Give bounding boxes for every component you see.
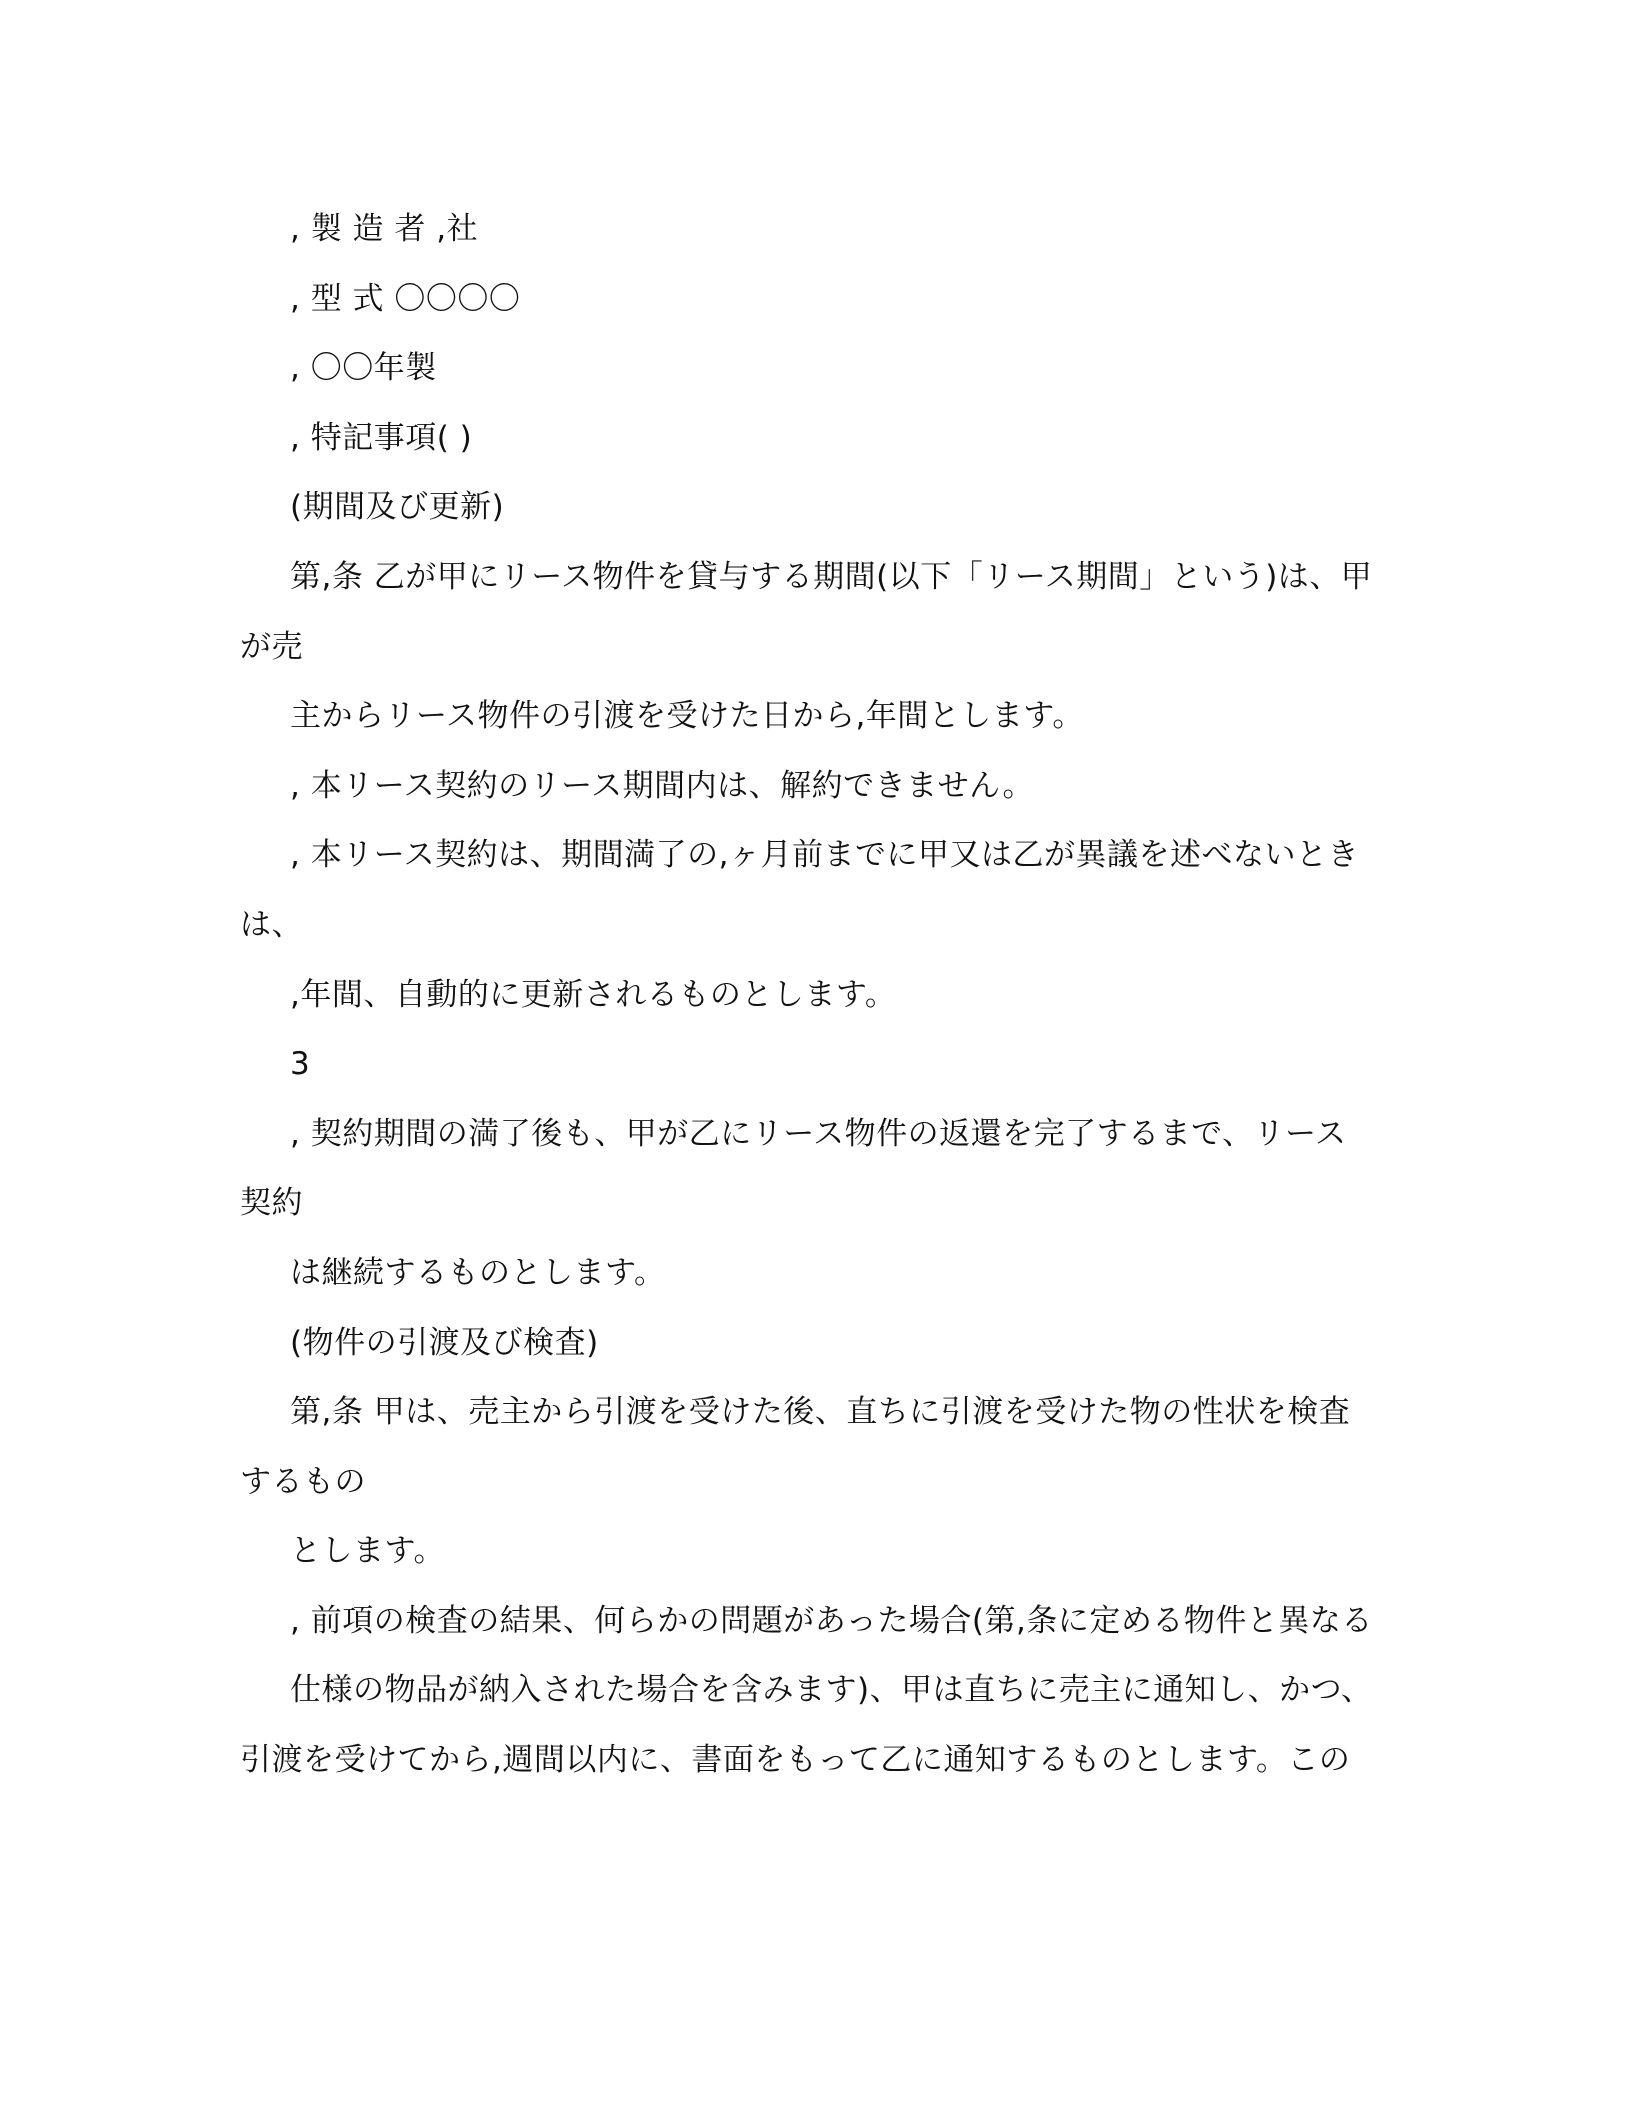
heading-delivery-inspection: (物件の引渡及び検査) [290, 1324, 599, 1361]
paragraph-line: は継続するものとします。 [290, 1254, 666, 1291]
clause-number: 3 [290, 1046, 311, 1083]
line-special-notes: , 特記事項( ) [290, 419, 473, 456]
paragraph-line: , 前項の検査の結果、何らかの問題があった場合(第,条に定める物件と異なる [290, 1602, 1373, 1639]
paragraph-line: 仕様の物品が納入された場合を含みます)、甲は直ちに売主に通知し、かつ、 [290, 1672, 1373, 1709]
paragraph-line: 契約 [240, 1185, 303, 1222]
heading-term-renewal: (期間及び更新) [290, 489, 505, 526]
paragraph-line: ,年間、自動的に更新されるものとします。 [290, 976, 897, 1013]
paragraph-line: は、 [240, 906, 303, 943]
paragraph-line: 第,条 乙が甲にリース物件を貸与する期間(以下「リース期間」という)は、甲 [290, 558, 1373, 595]
paragraph-line: するもの [240, 1463, 366, 1500]
line-manufacturer: , 製 造 者 ,社 [290, 211, 479, 247]
paragraph-line: , 契約期間の満了後も、甲が乙にリース物件の返還を完了するまで、リース [290, 1115, 1347, 1152]
paragraph-line: 第,条 甲は、売主から引渡を受けた後、直ちに引渡を受けた物の性状を検査 [290, 1394, 1351, 1431]
paragraph-line: , 本リース契約は、期間満了の,ヶ月前までに甲又は乙が異議を述べないとき [290, 837, 1360, 874]
paragraph-line: とします。 [290, 1533, 446, 1570]
document-body [240, 195, 1390, 1796]
line-year-made: , 〇〇年製 [290, 350, 437, 387]
paragraph-line: 主からリース物件の引渡を受けた日から,年間とします。 [290, 698, 1084, 735]
paragraph-line: 引渡を受けてから,週間以内に、書面をもって乙に通知するものとします。この [240, 1742, 1351, 1779]
line-model: , 型 式 〇〇〇〇 [290, 280, 521, 317]
paragraph-line: , 本リース契約のリース期間内は、解約できません。 [290, 767, 1034, 804]
paragraph-line: が売 [240, 628, 303, 665]
